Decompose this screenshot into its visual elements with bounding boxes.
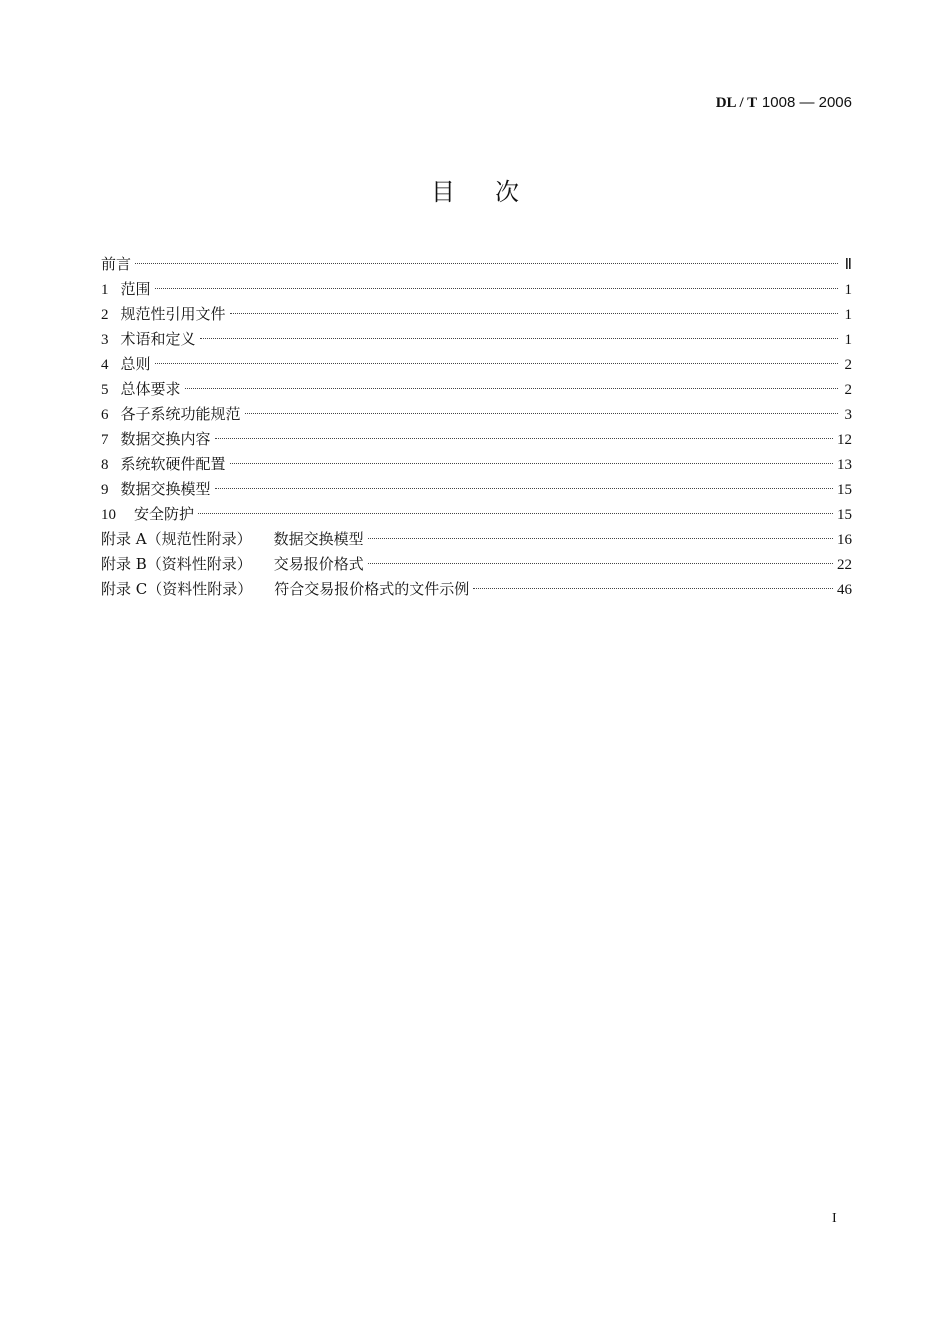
toc-entry-7[interactable] (101, 427, 852, 452)
toc-entry-6[interactable] (101, 402, 852, 427)
toc-entry-label: 前言 (101, 255, 132, 273)
toc-entry-number: 8 (101, 457, 109, 473)
toc-leader-dots (368, 538, 833, 539)
toc-entry-2[interactable] (101, 302, 852, 327)
toc-leader-dots (135, 263, 838, 264)
page-title: 目次 (431, 178, 559, 206)
toc-entry-1[interactable] (101, 277, 852, 302)
toc-leader-dots (185, 388, 838, 389)
toc-leader-dots (198, 513, 833, 514)
toc-entry-page: 15 (837, 482, 852, 498)
toc-entry-3[interactable] (101, 327, 852, 352)
standard-code-prefix: DL / T (715, 95, 758, 111)
toc-entry-page: 2 (844, 357, 852, 373)
toc-entry-label: 规范性引用文件 (120, 305, 226, 323)
page-number: I (832, 1211, 837, 1226)
toc-entry-label: 各子系统功能规范 (120, 405, 241, 423)
toc-entry-page: 13 (837, 457, 852, 473)
toc-entry-8[interactable] (101, 452, 852, 477)
toc-entry-label: 总体要求 (120, 380, 181, 398)
toc-entry-number: 10 (101, 507, 116, 523)
toc-entry-number: 5 (101, 382, 109, 398)
toc-entry-page: 1 (844, 282, 852, 298)
toc-entry-4[interactable] (101, 352, 852, 377)
toc-entry-page: 46 (837, 582, 852, 598)
toc-entry-label: 数据交换模型 (120, 480, 211, 498)
toc-leader-dots (230, 313, 838, 314)
toc-leader-dots (245, 413, 838, 414)
toc-entry-number: 4 (101, 357, 109, 373)
toc-entry-label: 交易报价格式 (273, 555, 364, 573)
toc-entry-page: 15 (837, 507, 852, 523)
toc-entry-page: 22 (837, 557, 852, 573)
toc-entry-label: 安全防护 (134, 505, 195, 523)
toc-entry-page: 1 (844, 307, 852, 323)
toc-leader-dots (215, 438, 833, 439)
toc-entry-label: 数据交换内容 (120, 430, 211, 448)
toc-entry-10[interactable] (101, 502, 852, 527)
toc-appendix-b[interactable] (101, 552, 852, 577)
toc-entry-page: Ⅱ (844, 257, 852, 273)
toc-leader-dots (200, 338, 838, 339)
toc-entry-label: 系统软硬件配置 (120, 455, 226, 473)
toc-entry-label: 总则 (120, 355, 151, 373)
toc-entry-5[interactable] (101, 377, 852, 402)
toc-leader-dots (230, 463, 833, 464)
toc-leader-dots (215, 488, 833, 489)
toc-appendix-prefix: 附录 A（规范性附录） (101, 530, 252, 548)
toc-leader-dots (473, 588, 833, 589)
toc-entry-number: 9 (101, 482, 109, 498)
toc-leader-dots (368, 563, 833, 564)
toc-entry-9[interactable] (101, 477, 852, 502)
toc-appendix-prefix: 附录 C（资料性附录） (101, 580, 253, 598)
toc-entry-number: 3 (101, 332, 109, 348)
toc-entry-number: 2 (101, 307, 109, 323)
toc-entry-page: 2 (844, 382, 852, 398)
toc-entry-number: 1 (101, 282, 109, 298)
toc-entry-label: 范围 (120, 280, 151, 298)
toc-entry-number: 6 (101, 407, 109, 423)
toc-entry-page: 16 (837, 532, 852, 548)
toc-entry-foreword[interactable] (101, 252, 852, 277)
toc-leader-dots (155, 363, 838, 364)
toc-appendix-c[interactable] (101, 577, 852, 602)
standard-code-number: 1008 — 2006 (761, 94, 852, 111)
toc-entry-page: 1 (844, 332, 852, 348)
toc-appendix-a[interactable] (101, 527, 852, 552)
standard-code (716, 93, 852, 112)
toc-entry-label: 数据交换模型 (273, 530, 364, 548)
toc-entry-number: 7 (101, 432, 109, 448)
toc-entry-label: 术语和定义 (120, 330, 196, 348)
toc-appendix-prefix: 附录 B（资料性附录） (101, 555, 252, 573)
toc-leader-dots (155, 288, 838, 289)
table-of-contents (101, 252, 852, 602)
toc-entry-label: 符合交易报价格式的文件示例 (274, 580, 470, 598)
toc-entry-page: 3 (844, 407, 852, 423)
toc-entry-page: 12 (837, 432, 852, 448)
